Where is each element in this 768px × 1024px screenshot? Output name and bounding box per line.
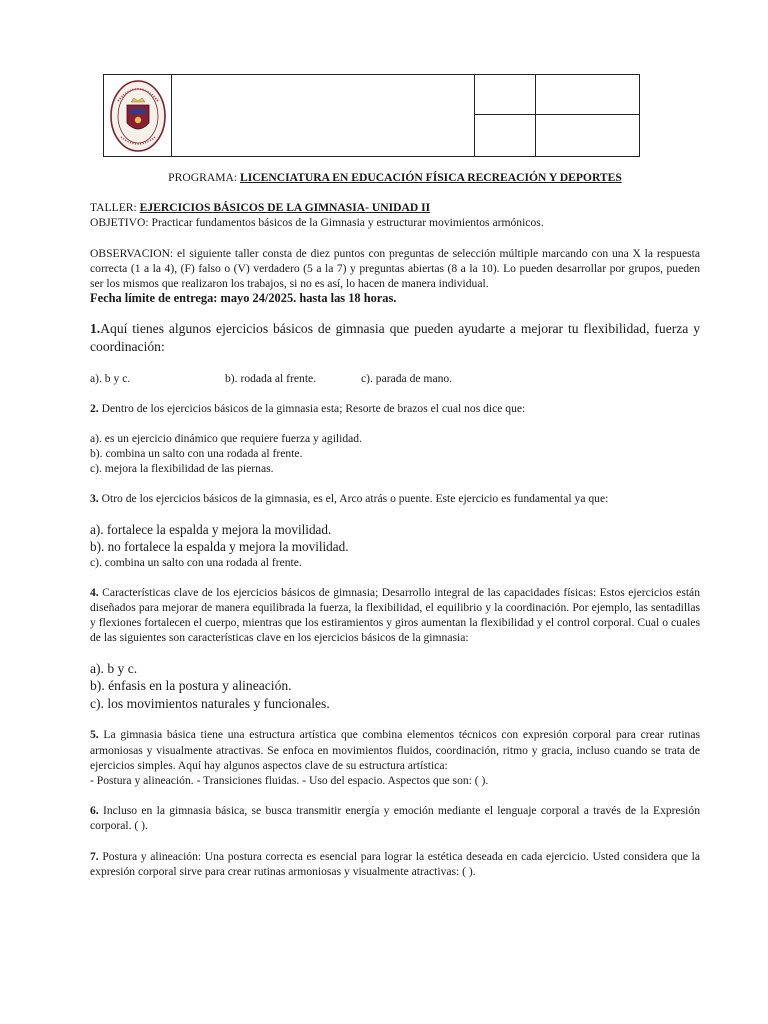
question-2-text: Dentro de los ejercicios básicos de la gimnasia esta; Resorte de brazos el cual nos dice que: bbox=[98, 401, 526, 415]
programa-label: PROGRAMA: bbox=[168, 171, 241, 184]
question-7-text: Postura y alineación: Una postura correcta es esencial para lograr la estética deseada en cada ejercicio. Usted considera que la expresión corporal sirve para crear rutinas armoniosas y visualmente atractivas: ( ). bbox=[90, 849, 700, 878]
q1-option-c[interactable]: c). parada de mano. bbox=[361, 371, 453, 385]
observacion-paragraph: OBSERVACION: el siguiente taller consta de diez puntos con preguntas de selección múltiple marcando con una X la respuesta correcta (1 a la 4), (F) falso o (V) verdadero (5 a la 7) y preguntas abiertas (8 a la 10). Lo pueden desarrollar por grupos, pueden ser los mismos que realizaron los trabajos, si no es así, lo hacen de manera individual. bbox=[90, 246, 700, 291]
q4-option-c[interactable]: c). los movimientos naturales y funcionales. bbox=[90, 695, 330, 711]
question-5-number: 5. bbox=[90, 728, 99, 742]
question-1-number: 1. bbox=[90, 321, 101, 337]
q3-option-c[interactable]: c). combina un salto con una rodada al frente. bbox=[90, 555, 302, 569]
question-7 bbox=[90, 849, 700, 879]
question-6 bbox=[90, 803, 700, 833]
q2-option-a[interactable]: a). es un ejercicio dinámico que requiere fuerza y agilidad. bbox=[90, 431, 363, 445]
question-6-text: Incluso en la gimnasia básica, se busca transmitir energía y emoción mediante el lenguaje corporal a través de la Expresión corporal. ( ). bbox=[90, 804, 700, 833]
q4-option-b[interactable]: b). énfasis en la postura y alineación. bbox=[90, 678, 292, 694]
header-cell-code bbox=[475, 75, 536, 115]
question-6-number: 6. bbox=[90, 804, 99, 818]
question-1-options bbox=[90, 371, 700, 386]
question-4-number: 4. bbox=[90, 585, 99, 599]
question-5-text: La gimnasia básica tiene una estructura artística que combina elementos técnicos con expresión corporal para crear rutinas armoniosas y visualmente atractivas. Se enfoca en movimientos fluidos, coordinación, ritmo y gracia, incluso cuando se trata de ejercicios simples. Aquí hay algunos aspectos clave de su estructura artística: bbox=[90, 728, 700, 772]
question-4-text: Características clave de los ejercicios básicos de gimnasia; Desarrollo integral de las capacidades físicas: Estos ejercicios están diseñados para mejorar de manera equilibrada la fuerza, la flexibilidad, el equilibrio y la coordinación. Por ejemplo, las sentadillas y flexiones fortalecen el cuerpo, mientras que los estiramientos y giros aumentan la flexibilidad y el control corporal. Cual o cuales de las siguientes son características clave en los ejercicios básicos de la gimnasia: bbox=[90, 585, 700, 645]
q1-option-b[interactable]: b). rodada al frente. bbox=[225, 371, 317, 385]
programa-value: LICENCIATURA EN EDUCACIÓN FÍSICA RECREACIÓN Y DEPORTES bbox=[240, 171, 622, 184]
header-cell-version bbox=[536, 75, 640, 115]
objetivo-line: OBJETIVO: Practicar fundamentos básicos de la Gimnasia y estructurar movimientos armónicos. bbox=[90, 216, 544, 230]
question-2 bbox=[90, 401, 700, 416]
question-3-number: 3. bbox=[90, 492, 99, 506]
deadline-line: Fecha límite de entrega: mayo 24/2025. hasta las 18 horas. bbox=[90, 291, 397, 306]
taller-line bbox=[90, 200, 700, 215]
question-1 bbox=[90, 320, 700, 355]
q3-option-a[interactable]: a). fortalece la espalda y mejora la movilidad. bbox=[90, 521, 332, 537]
header-cell-date bbox=[475, 115, 536, 157]
taller-unit: - UNIDAD II bbox=[365, 201, 431, 215]
q2-option-b[interactable]: b). combina un salto con una rodada al frente. bbox=[90, 447, 303, 461]
document-body bbox=[90, 168, 700, 879]
question-3 bbox=[90, 491, 700, 506]
q4-option-a[interactable]: a). b y c. bbox=[90, 660, 138, 676]
question-5-aspects: - Postura y alineación. - Transiciones fluidas. - Uso del espacio. Aspectos que son: ( ). bbox=[90, 774, 489, 788]
taller-value: EJERCICIOS BÁSICOS DE LA GIMNASIA bbox=[139, 201, 366, 215]
question-1-text: Aquí tienes algunos ejercicios básicos de gimnasia que pueden ayudarte a mejorar tu flexibilidad, fuerza y coordinación: bbox=[90, 321, 700, 355]
question-2-number: 2. bbox=[90, 401, 99, 415]
header-cell-page bbox=[536, 115, 640, 157]
q2-option-c[interactable]: c). mejora la flexibilidad de las piernas. bbox=[90, 462, 274, 476]
programa-line bbox=[90, 170, 700, 185]
question-4 bbox=[90, 585, 700, 646]
q3-option-b[interactable]: b). no fortalece la espalda y mejora la movilidad. bbox=[90, 538, 349, 554]
university-seal-icon bbox=[109, 79, 167, 153]
logo-cell bbox=[104, 75, 172, 157]
q1-option-a[interactable]: a). b y c. bbox=[90, 371, 131, 385]
taller-label: TALLER: bbox=[90, 201, 140, 215]
question-5 bbox=[90, 727, 700, 773]
header-title-cell bbox=[172, 75, 475, 157]
question-7-number: 7. bbox=[90, 849, 99, 863]
question-3-text: Otro de los ejercicios básicos de la gimnasia, es el, Arco atrás o puente. Este ejercicio es fundamental ya que: bbox=[98, 492, 609, 506]
header-table bbox=[103, 74, 640, 157]
